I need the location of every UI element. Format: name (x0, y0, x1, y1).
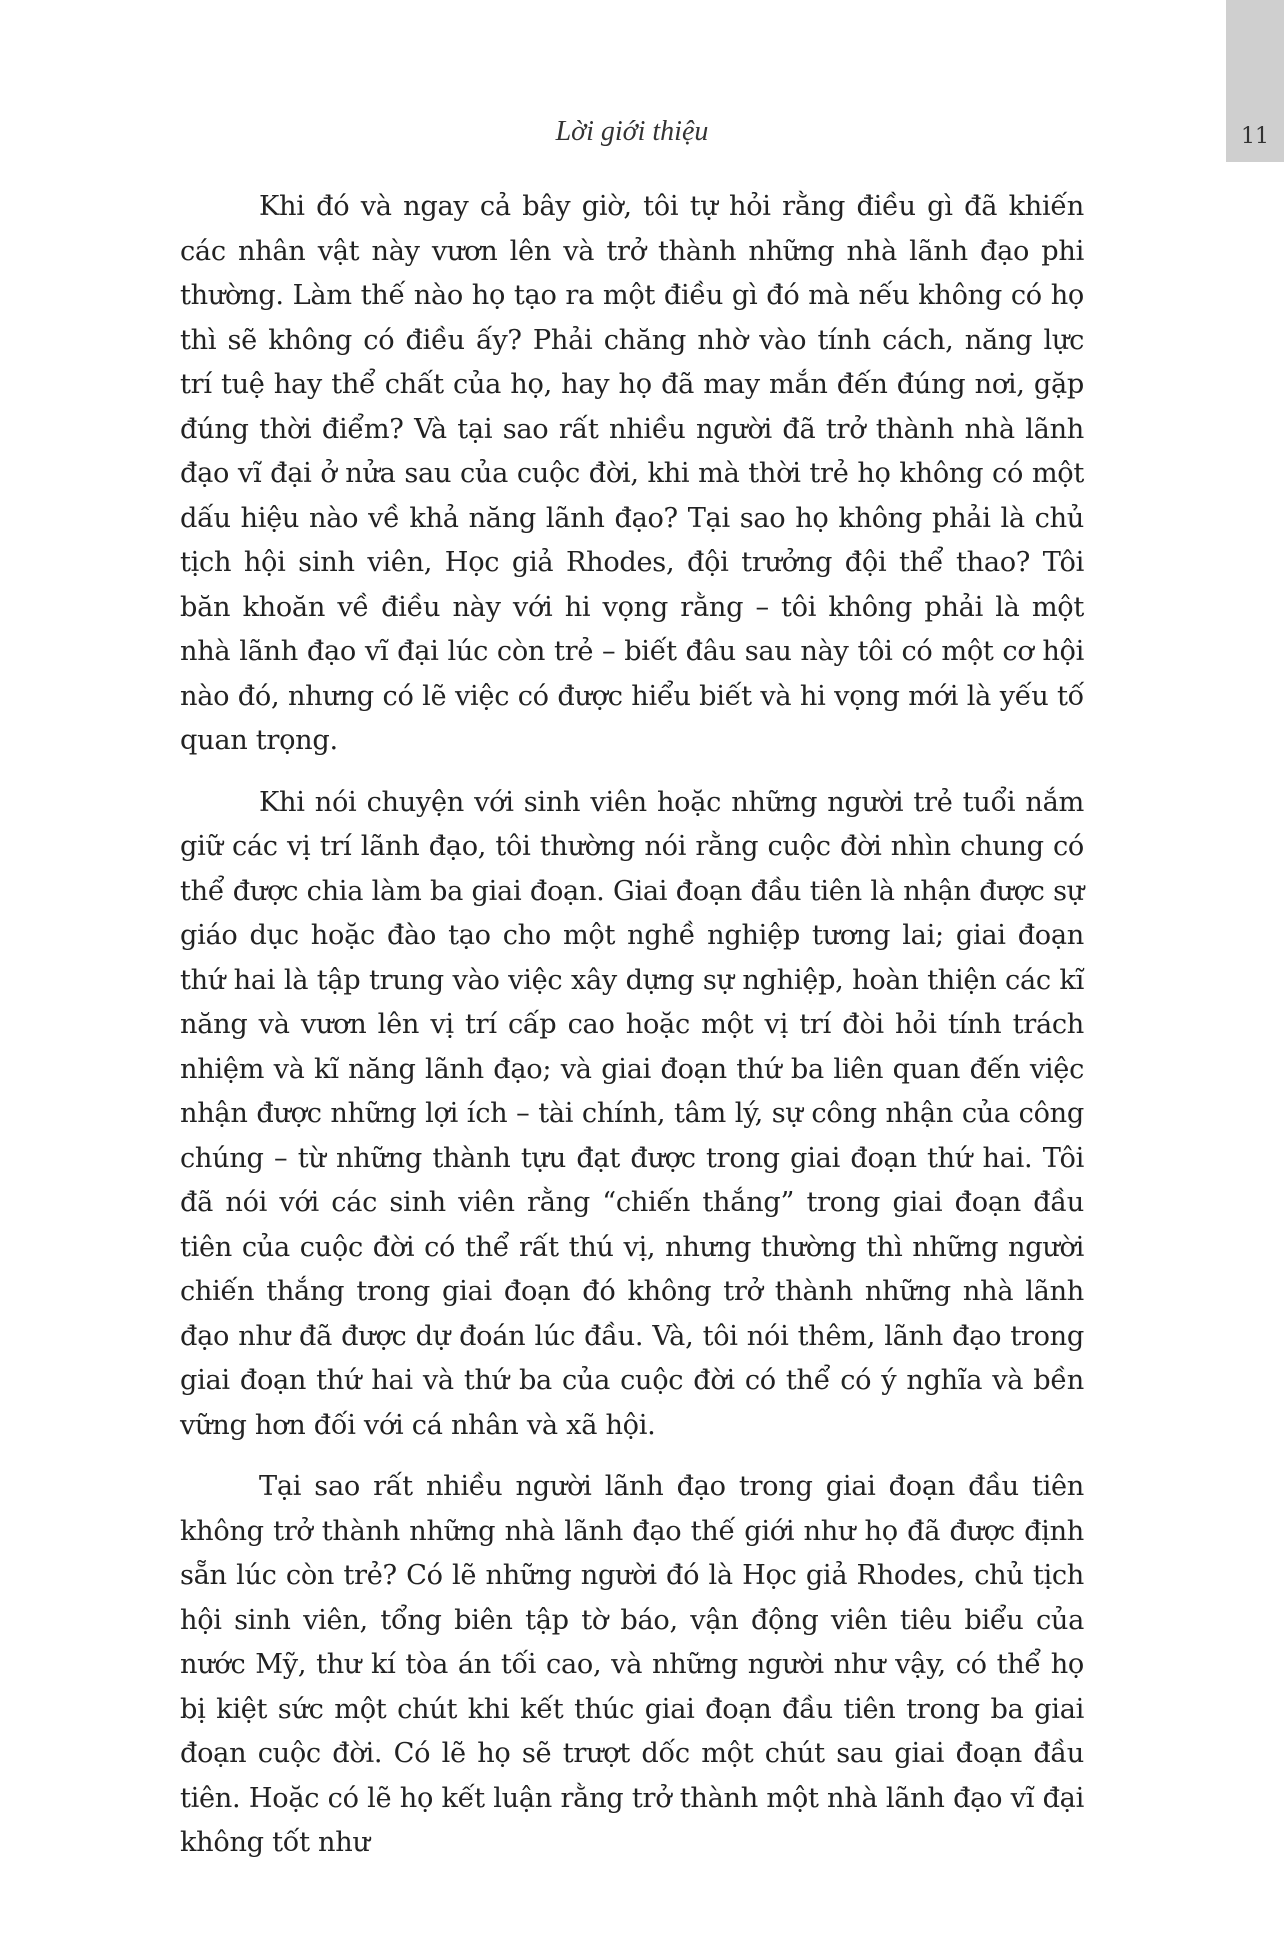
running-header: Lời giới thiệu (555, 116, 709, 147)
paragraph: Khi nói chuyện với sinh viên hoặc những người trẻ tuổi nắm giữ các vị trí lãnh đạo, tôi thường nói rằng cuộc đời nhìn chung có thể được chia làm ba giai đoạn. Giai đoạn đầu tiên là nhận được sự giáo dục hoặc đào tạo cho một nghề nghiệp tương lai; giai đoạn thứ hai là tập trung vào việc xây dựng sự nghiệp, hoàn thiện các kĩ năng và vươn lên vị trí cấp cao hoặc một vị trí đòi hỏi tính trách nhiệm và kĩ năng lãnh đạo; và giai đoạn thứ ba liên quan đến việc nhận được những lợi ích – tài chính, tâm lý, sự công nhận của công chúng – từ những thành tựu đạt được trong giai đoạn thứ hai. Tôi đã nói với các sinh viên rằng “chiến thắng” trong giai đoạn đầu tiên của cuộc đời có thể rất thú vị, nhưng thường thì những người chiến thắng trong giai đoạn đó không trở thành những nhà lãnh đạo như đã được dự đoán lúc đầu. Và, tôi nói thêm, lãnh đạo trong giai đoạn thứ hai và thứ ba của cuộc đời có thể có ý nghĩa và bền vững hơn đối với cá nhân và xã hội. (180, 786, 1084, 1441)
paragraph: Tại sao rất nhiều người lãnh đạo trong giai đoạn đầu tiên không trở thành những nhà lãnh đạo thế giới như họ đã được định sẵn lúc còn trẻ? Có lẽ những người đó là Học giả Rhodes, chủ tịch hội sinh viên, tổng biên tập tờ báo, vận động viên tiêu biểu của nước Mỹ, thư kí tòa án tối cao, và những người như vậy, có thể họ bị kiệt sức một chút khi kết thúc giai đoạn đầu tiên trong ba giai đoạn cuộc đời. Có lẽ họ sẽ trượt dốc một chút sau giai đoạn đầu tiên. Hoặc có lẽ họ kết luận rằng trở thành một nhà lãnh đạo vĩ đại không tốt như (180, 1471, 1084, 1858)
paragraph: Khi đó và ngay cả bây giờ, tôi tự hỏi rằng điều gì đã khiến các nhân vật này vươn lên và trở thành những nhà lãnh đạo phi thường. Làm thế nào họ tạo ra một điều gì đó mà nếu không có họ thì sẽ không có điều ấy? Phải chăng nhờ vào tính cách, năng lực trí tuệ hay thể chất của họ, hay họ đã may mắn đến đúng nơi, gặp đúng thời điểm? Và tại sao rất nhiều người đã trở thành nhà lãnh đạo vĩ đại ở nửa sau của cuộc đời, khi mà thời trẻ họ không có một dấu hiệu nào về khả năng lãnh đạo? Tại sao họ không phải là chủ tịch hội sinh viên, Học giả Rhodes, đội trưởng đội thể thao? Tôi băn khoăn về điều này với hi vọng rằng – tôi không phải là một nhà lãnh đạo vĩ đại lúc còn trẻ – biết đâu sau này tôi có một cơ hội nào đó, nhưng có lẽ việc có được hiểu biết và hi vọng mới là yếu tố quan trọng. (180, 191, 1084, 756)
body-text (180, 185, 1084, 1883)
page-number: 11 (1241, 124, 1269, 149)
